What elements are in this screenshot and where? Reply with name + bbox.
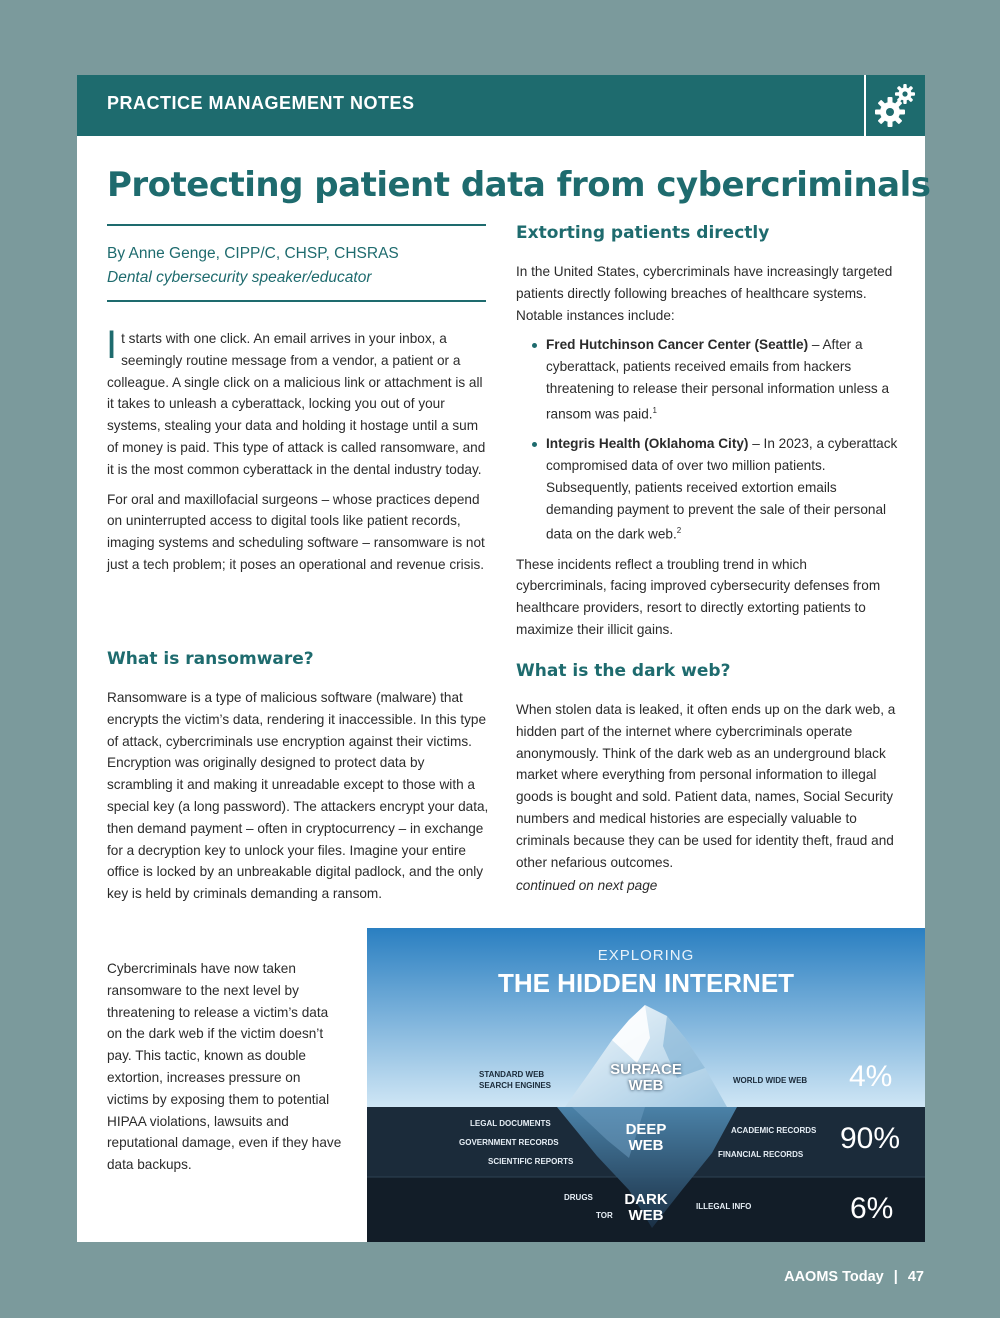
page-footer: [784, 1269, 924, 1285]
dark-web-item: ILLEGAL INFO: [696, 1202, 752, 1211]
surface-web-sources: STANDARD WEB SEARCH ENGINES: [479, 1070, 552, 1090]
surface-web-label: SURFACE WEB: [610, 1061, 682, 1094]
dark-web-paragraph: When stolen data is leaked, it often ends up on the dark web, a hidden part of the internet where cybercriminals operate anonymously. Think of the dark web as an underground black market where everything from personal information to illegal goods is bought and sold. Patient data, names, Social Security numbers and medical histories are especially valuable to criminals because they can be used for identity theft, fraud and other nefarious outcomes.: [516, 702, 896, 870]
drop-cap: I: [106, 323, 118, 367]
article-page: [77, 75, 931, 1242]
incident-list: [516, 334, 900, 545]
dark-web-label: DARK WEB: [624, 1191, 668, 1224]
infographic-kicker: EXPLORING: [597, 947, 695, 964]
infographic-title: THE HIDDEN INTERNET: [497, 968, 795, 998]
section-header-bar: [77, 75, 864, 136]
list-item: Integris Health (Oklahoma City) – In 2023, a cyberattack compromised data of over two million patients. Subsequently, patients received extortion emails demanding payment to prevent the sale of their personal data on the dark web.$^2$: [516, 433, 900, 546]
article-title: Protecting patient data from cybercriminals: [107, 165, 931, 205]
heading-what-is-ransomware: What is ransomware?: [107, 649, 314, 669]
footnote-ref: 1: [652, 405, 657, 415]
surface-web-right-label: WORLD WIDE WEB: [733, 1076, 808, 1085]
dark-web-item: DRUGS: [564, 1193, 593, 1202]
dark-web-item: TOR: [596, 1211, 613, 1220]
deep-web-item: LEGAL DOCUMENTS: [470, 1119, 551, 1128]
author-byline: By Anne Genge, CIPP/C, CHSP, CHSRAS: [107, 245, 399, 262]
byline-top-rule: [107, 224, 486, 226]
intro-paragraph-1: It starts with one click. An email arrives in your inbox, a seemingly routine message from a vendor, a patient or a colleague. A single click on a malicious link or attachment is all it takes to unleash a cyberattack, locking you out of your systems, stealing your data and holding it hostage until a sum of money is paid. This type of attack is called ransomware, and it is the most common cyberattack in the dental industry today.: [106, 323, 486, 477]
deep-web-percent: 90%: [840, 1122, 901, 1155]
deep-web-item: SCIENTIFIC REPORTS: [488, 1157, 574, 1166]
surface-web-percent: 4%: [849, 1060, 893, 1093]
gears-icon: [866, 75, 925, 136]
page-number: 47: [907, 1269, 924, 1285]
section-title: PRACTICE MANAGEMENT NOTES: [107, 93, 415, 113]
heading-extorting-patients: Extorting patients directly: [516, 223, 770, 243]
extorting-intro: In the United States, cybercriminals have increasingly targeted patients directly following breaches of healthcare systems. Notable instances include:: [516, 264, 893, 323]
byline-bottom-rule: [107, 300, 486, 302]
continued-note: continued on next page: [516, 878, 658, 894]
deep-web-item: ACADEMIC RECORDS: [731, 1126, 817, 1135]
extorting-text: [516, 261, 900, 641]
deep-web-item: FINANCIAL RECORDS: [718, 1150, 804, 1159]
intro-text: [106, 323, 492, 576]
incident-name: Fred Hutchinson Cancer Center (Seattle): [546, 337, 809, 353]
dark-web-percent: 6%: [850, 1192, 894, 1225]
byline-block: [107, 242, 399, 290]
incident-name: Integris Health (Oklahoma City): [546, 436, 749, 452]
trend-paragraph: These incidents reflect a troubling trend in which cybercriminals, facing improved cybersecurity defenses from healthcare providers, resort to directly extorting patients to maximize their illicit gains.: [516, 556, 881, 638]
gears-icon-box: [866, 75, 925, 136]
author-role: Dental cybersecurity speaker/educator: [107, 269, 372, 286]
deep-web-label: DEEP WEB: [625, 1121, 667, 1154]
footnote-ref: 2: [676, 526, 682, 536]
publication-name: AAOMS Today: [784, 1269, 884, 1285]
hidden-internet-infographic: [367, 928, 925, 1242]
ransomware-text-2: Cybercriminals have now taken ransomware to the next level by threatening to release a victim’s data on the dark web if the victim doesn’t pay. This tactic, known as double extortion, increases pressure on victims by exposing them to potential HIPAA violations, lawsuits and reputational damage, even if they have data backups.: [107, 961, 342, 1173]
intro-paragraph-2: For oral and maxillofacial surgeons – whose practices depend on uninterrupted access to digital tools like patient records, imaging systems and scheduling software – ransomware is not just a tech problem; it poses an operational and revenue crisis.: [107, 491, 485, 572]
list-item: Fred Hutchinson Cancer Center (Seattle) – After a cyberattack, patients received emails from hackers threatening to release their personal information unless a ransom was paid.$^1$: [516, 334, 900, 425]
heading-what-is-dark-web: What is the dark web?: [516, 661, 731, 681]
deep-web-item: GOVERNMENT RECORDS: [459, 1138, 559, 1147]
ransomware-text-1: Ransomware is a type of malicious software (malware) that encrypts the victim’s data, rendering it inaccessible. In this type of attack, cybercriminals use encryption against their victims. Encryption was originally designed to protect data by scrambling it and making it unreadable except to those with a special key (a long password). The attackers encrypt your data, then demand payment – often in cryptocurrency – in exchange for a decryption key to unlock your files. Imagine your entire office is locked by an unbreakable digital padlock, and the only key is held by criminals demanding a ransom.: [107, 690, 489, 902]
footer-separator: |: [893, 1269, 898, 1285]
dark-web-text: [516, 699, 900, 897]
